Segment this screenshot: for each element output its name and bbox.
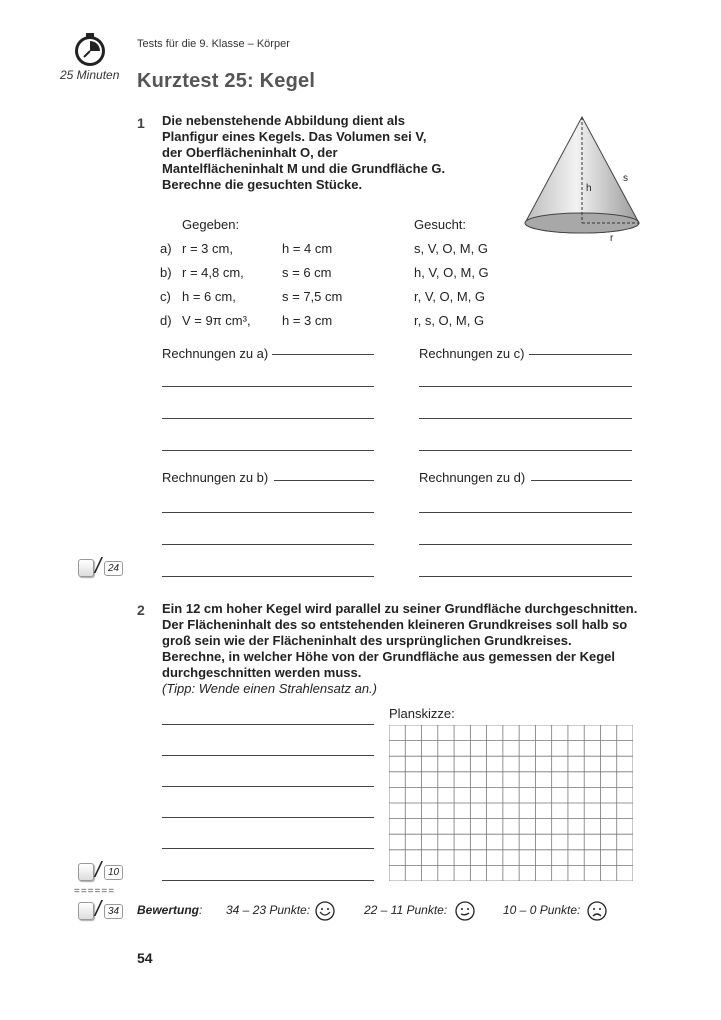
rating-colon: : — [199, 903, 203, 917]
answer-line[interactable] — [162, 817, 374, 818]
total-separator: ====== — [74, 886, 116, 897]
given-value-1: r = 4,8 cm, — [182, 265, 244, 280]
row-label: b) — [160, 265, 172, 280]
task-2-text — [162, 601, 637, 697]
answer-line[interactable] — [529, 354, 632, 355]
answer-line[interactable] — [162, 544, 374, 545]
sought-header: Gesucht: — [414, 217, 467, 232]
sought-value: r, s, O, M, G — [414, 313, 485, 328]
smiley-happy-icon — [314, 900, 336, 922]
answer-line[interactable] — [162, 418, 374, 419]
row-label: c) — [160, 289, 171, 304]
smiley-neutral-icon — [454, 900, 476, 922]
clock-icon — [72, 32, 108, 68]
cone-label-s: s — [623, 173, 628, 184]
task-2-line: Berechne, in welcher Höhe von der Grundfläche aus gemessen der Kegel — [162, 649, 615, 664]
score-slash: / — [95, 896, 102, 921]
given-value-2: s = 7,5 cm — [282, 289, 343, 304]
answer-line[interactable] — [162, 880, 374, 881]
given-row-c — [160, 289, 236, 304]
task-2-number: 2 — [137, 602, 145, 618]
answer-line[interactable] — [162, 724, 374, 725]
answer-line[interactable] — [531, 480, 632, 481]
task-2-tip: (Tipp: Wende einen Strahlensatz an.) — [162, 681, 377, 696]
cone-figure — [520, 115, 660, 245]
answer-line[interactable] — [162, 450, 374, 451]
score-max-task-1: 24 — [104, 561, 123, 576]
row-label: d) — [160, 313, 172, 328]
answer-line[interactable] — [419, 576, 632, 577]
smiley-sad-icon — [586, 900, 608, 922]
given-value-1: r = 3 cm, — [182, 241, 233, 256]
task-2-line: Der Flächeninhalt des so entstehenden kleineren Grundkreises soll halb so — [162, 617, 628, 632]
given-value-1: V = 9π cm³, — [182, 313, 251, 328]
answer-line[interactable] — [162, 512, 374, 513]
given-row-a — [160, 241, 233, 256]
calc-label-c: Rechnungen zu c) — [419, 346, 525, 361]
cone-label-r: r — [610, 233, 614, 244]
answer-line[interactable] — [419, 386, 632, 387]
given-value-2: s = 6 cm — [282, 265, 332, 280]
score-input-task-1[interactable] — [78, 559, 94, 577]
answer-line[interactable] — [419, 544, 632, 545]
task-1-text — [162, 113, 445, 193]
answer-line[interactable] — [162, 386, 374, 387]
answer-line[interactable] — [162, 755, 374, 756]
answer-line[interactable] — [162, 848, 374, 849]
given-row-b — [160, 265, 244, 280]
answer-line[interactable] — [162, 786, 374, 787]
page-title: Kurztest 25: Kegel — [137, 70, 316, 92]
answer-line[interactable] — [274, 480, 374, 481]
given-header: Gegeben: — [182, 217, 240, 232]
task-1-line: Die nebenstehende Abbildung dient als — [162, 113, 405, 128]
given-value-2: h = 4 cm — [282, 241, 333, 256]
calc-label-b: Rechnungen zu b) — [162, 470, 269, 485]
score-input-task-2[interactable] — [78, 863, 94, 881]
sketch-label: Planskizze: — [389, 706, 455, 721]
score-slash: / — [95, 857, 102, 882]
task-2-line: durchgeschnitten werden muss. — [162, 665, 362, 680]
answer-line[interactable] — [272, 354, 374, 355]
time-limit-label: 25 Minuten — [60, 68, 120, 82]
score-slash: / — [95, 553, 102, 578]
sought-value: r, V, O, M, G — [414, 289, 486, 304]
score-max-task-2: 10 — [104, 865, 123, 880]
sketch-grid[interactable] — [389, 725, 633, 881]
calc-label-d: Rechnungen zu d) — [419, 470, 526, 485]
rating-label — [137, 903, 202, 917]
given-row-d — [160, 313, 251, 328]
page-number: 54 — [137, 950, 153, 966]
sought-value: h, V, O, M, G — [414, 265, 489, 280]
task-1-line: Planfigur eines Kegels. Das Volumen sei V, — [162, 129, 427, 144]
answer-line[interactable] — [162, 576, 374, 577]
answer-line[interactable] — [419, 450, 632, 451]
answer-line[interactable] — [419, 418, 632, 419]
task-2-line: Ein 12 cm hoher Kegel wird parallel zu seiner Grundfläche durchgeschnitten. — [162, 601, 638, 616]
calc-label-a: Rechnungen zu a) — [162, 346, 269, 361]
rating-range-mid: 22 – 11 Punkte: — [364, 903, 448, 917]
given-value-1: h = 6 cm, — [182, 289, 236, 304]
series-header: Tests für die 9. Klasse – Körper — [137, 38, 290, 50]
rating-range-low: 10 – 0 Punkte: — [503, 903, 581, 917]
score-input-total[interactable] — [78, 902, 94, 920]
sought-value: s, V, O, M, G — [414, 241, 488, 256]
cone-label-h: h — [586, 183, 592, 194]
score-max-total: 34 — [104, 904, 123, 919]
answer-line[interactable] — [419, 512, 632, 513]
row-label: a) — [160, 241, 172, 256]
task-1-line: Mantelflächeninhalt M und die Grundfläche G. — [162, 161, 446, 176]
rating-label-text: Bewertung — [137, 903, 200, 917]
rating-range-high: 34 – 23 Punkte: — [226, 903, 311, 917]
task-1-number: 1 — [137, 115, 145, 131]
given-value-2: h = 3 cm — [282, 313, 333, 328]
task-1-line: Berechne die gesuchten Stücke. — [162, 177, 363, 192]
task-2-line: groß sein wie der Flächeninhalt des ursprünglichen Grundkreises. — [162, 633, 572, 648]
task-1-line: der Oberflächeninhalt O, der — [162, 145, 338, 160]
